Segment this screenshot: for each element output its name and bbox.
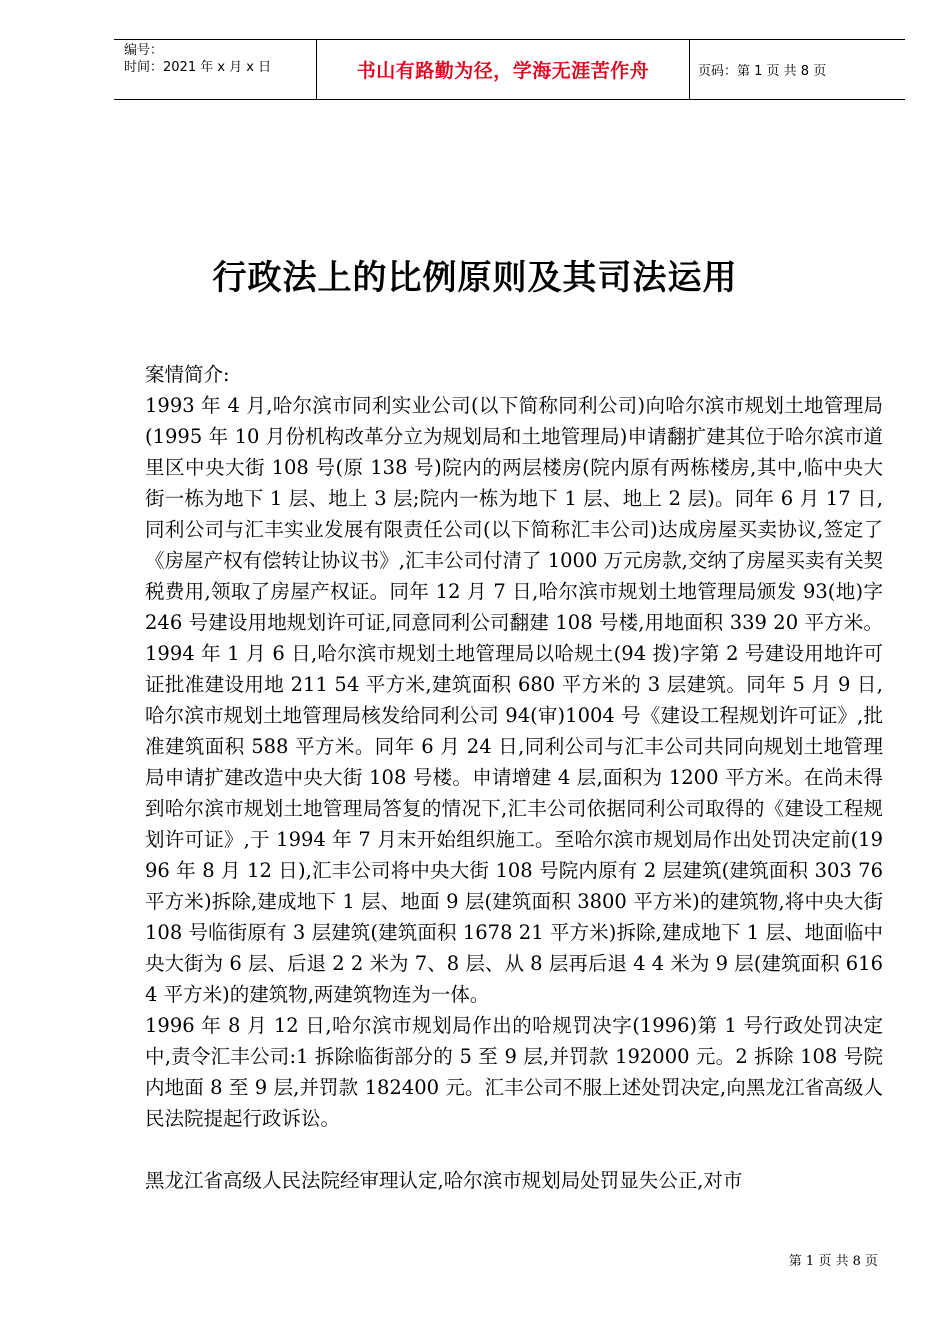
page-footer: 第 1 页 共 8 页	[788, 1254, 878, 1269]
header-page-info: 页码：第 1 页 共 8 页	[698, 64, 827, 79]
header-meta	[124, 42, 271, 76]
header-motto: 书山有路勤为径，学海无涯苦作舟	[356, 60, 650, 82]
paragraph: 1993 年 4 月,哈尔滨市同利实业公司(以下简称同利公司)向哈尔滨市规划土地管理局(1995 年 10 月份机构改革分立为规划局和土地管理局)申请翻扩建其位于哈尔滨市道里区中央大街 108 号(原 138 号)院内的两层楼房(院内原有两栋楼房,其中,临中央大街一栋为地下 1 层、地上 3 层;院内一栋为地下 1 层、地上 2 层)。同年 6 月 17 日,同利公司与汇丰实业发展有限责任公司(以下简称汇丰公司)达成房屋买卖协议,签定了《房屋产权有偿转让协议书》,汇丰公司付清了 1000 万元房款,交纳了房屋买卖有关契税费用,领取了房屋产权证。同年 12 月 7 日,哈尔滨市规划土地管理局颁发 93(地)字 246 号建设用地规划许可证,同意同利公司翻建 108 号楼,用地面积 339 20 平方米。1994 年 1 月 6 日,哈尔滨市规划土地管理局以哈规土(94 拨)字第 2 号建设用地许可证批准建设用地 211 54 平方米,建筑面积 680 平方米的 3 层建筑。同年 5 月 9 日,哈尔滨市规划土地管理局核发给同利公司 94(审)1004 号《建设工程规划许可证》,批准建筑面积 588 平方米。同年 6 月 24 日,同利公司与汇丰公司共同向规划土地管理局申请扩建改造中央大街 108 号楼。申请增建 4 层,面积为 1200 平方米。在尚未得到哈尔滨市规划土地管理局答复的情况下,汇丰公司依据同利公司取得的《建设工程规划许可证》,于 1994 年 7 月末开始组织施工。至哈尔滨市规划局作出处罚决定前(1996 年 8 月 12 日),汇丰公司将中央大街 108 号院内原有 2 层建筑(建筑面积 303 76 平方米)拆除,建成地下 1 层、地面 9 层(建筑面积 3800 平方米)的建筑物,将中央大街 108 号临街原有 3 层建筑(建筑面积 1678 21 平方米)拆除,建成地下 1 层、地面临中央大街为 6 层、后退 2 2 米为 7、8 层、从 8 层再后退 4 4 米为 9 层(建筑面积 6164 平方米)的建筑物,两建筑物连为一体。	[145, 394, 883, 1006]
serial-label: 编号：	[124, 43, 164, 58]
header-divider	[689, 40, 690, 99]
paragraph: 1996 年 8 月 12 日,哈尔滨市规划局作出的哈规罚决字(1996)第 1 号行政处罚决定中,责令汇丰公司:1 拆除临街部分的 5 至 9 层,并罚款 192000 元。2 拆除 108 号院内地面 8 至 9 层,并罚款 182400 元。汇丰公司不服上述处罚决定,向黑龙江省高级人民法院提起行政诉讼。	[145, 1014, 883, 1130]
document-body	[145, 359, 883, 1196]
paragraph: 黑龙江省高级人民法院经审理认定,哈尔滨市规划局处罚显失公正,对市	[145, 1169, 743, 1192]
time-label: 时间：2021 年 x 月 x 日	[124, 60, 272, 75]
paragraph-heading: 案情简介:	[145, 363, 230, 386]
page-header	[114, 39, 905, 100]
document-title: 行政法上的比例原则及其司法运用	[212, 258, 738, 298]
paragraph-spacer	[145, 1134, 883, 1165]
